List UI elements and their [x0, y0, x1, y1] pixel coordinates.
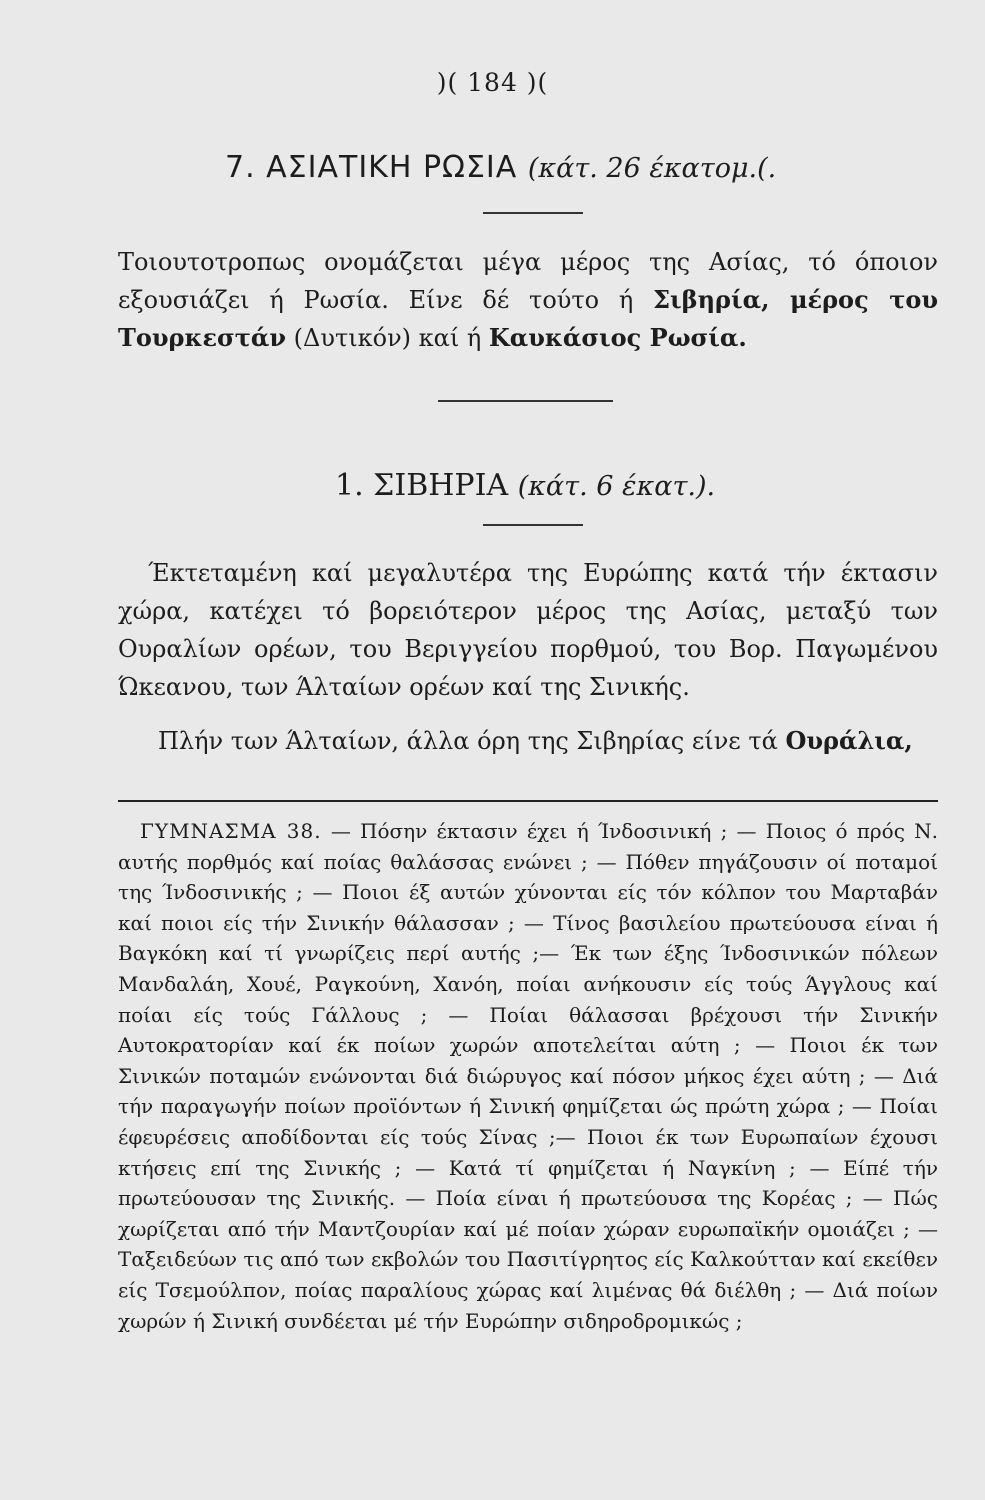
- intro-bold-2: Καυκάσιος Ρωσία.: [488, 323, 747, 352]
- intro-text-1: Τοιουτοτροπως ονομάζεται μέγα μέρος της Ασίας, τό όποιον εξουσιάζει ή Ρωσία. Είνε δέ τούτο ή: [118, 248, 938, 314]
- mountains-bold: Ουράλια,: [785, 726, 913, 755]
- intro-bold-1: Σιβηρία, μέρος του Τουρκεστάν: [118, 285, 939, 352]
- exercise-text: — Πόσην έκτασιν έχει ή Ίνδοσινική ; — Ποιος ό πρός Ν. αυτής πορθμός καί ποίας θαλάσσας ενώνει ; — Πόθεν πηγάζουσιν οί ποταμοί της Ίνδοσινικής ; — Ποιοι έξ αυτών χύνονται είς τόν κόλπον του Μαρταβάν καί ποιοι είς τήν Σινικήν θάλασσαν ; — Τίνος βασιλείου πρωτεύουσα είναι ή Βαγκόκη καί τί γνωρίζεις περί αυτής ;— Έκ των έξης Ίνδοσινικών πόλεων Μανδαλάη, Χουέ, Ραγκούνη, Χανόη, ποίαι ανήκουσιν είς τούς Άγγλους καί ποίαι είς τούς Γάλλους ; — Ποίαι θάλασσαι βρέχουσι τήν Σινικήν Αυτοκρατορίαν καί έκ ποίων χωρών αποτελείται αύτη ; — Ποιοι έκ των Σινικών ποταμών ενώνονται διά διώρυγος καί πόσον μήκος έχει αύτη ; — Διά τήν παραγωγήν ποίων προϊόντων ή Σινική φημίζεται ώς πρώτη χώρα ; — Ποίαι έφευρέσεις αποδίδονται είς τούς Σίνας ;— Ποιοι έκ των Ευρωπαίων έχουσι κτήσεις επί της Σινικής ; — Κατά τί φημίζεται ή Ναγκίνη ; — Είπέ τήν πρωτεύουσαν της Σινικής. — Ποία είναι ή πρωτεύουσα της Κορέας ; — Πώς χωρίζεται από τήν Μαντζουρίαν καί μέ ποίαν χώραν ευρωπαϊκήν ομοιάζει ; — Ταξειδεύων τις από των εκβολών του Πασιτίγρητος είς Καλκούτταν καί εκείθεν είς Τσεμούλπον, ποίας παραλίους χώρας καί λιμένας θά διέλθη ; — Διά ποίων χωρών ή Σινική συνδέεται μέ τήν Ευρώπην σιδηροδρομικώς ;: [118, 819, 939, 1333]
- section-divider-top: [438, 400, 613, 402]
- chapter-extent: (κάτ. 26 έκατομ.(.: [527, 153, 777, 184]
- intro-text-2: (Δυτικόν) καί ή: [286, 324, 489, 352]
- exercise-block: [118, 816, 938, 1336]
- section-heading: [335, 468, 835, 503]
- section-divider-bottom: [483, 524, 583, 526]
- section-title: 1. ΣΙΒΗΡΙΑ: [335, 468, 509, 503]
- chapter-title: 7. ΑΣΙΑΤΙΚΗ ΡΩΣΙΑ: [225, 150, 518, 185]
- chapter-divider: [483, 212, 583, 214]
- page-number: )( 184 )(: [436, 68, 549, 97]
- chapter-heading: [225, 150, 925, 185]
- intro-paragraph: [118, 243, 938, 357]
- mountains-text: Πλήν των Άλταίων, άλλα όρη της Σιβηρίας είνε τά: [158, 727, 786, 755]
- exercise-label: ΓΥΜΝΑΣΜΑ 38.: [140, 819, 322, 843]
- section-extent: (κάτ. 6 έκατ.).: [517, 471, 716, 502]
- footnote-divider: [118, 800, 938, 802]
- mountains-paragraph: [118, 722, 938, 760]
- siberia-paragraph: Έκτεταμένη καί μεγαλυτέρα της Ευρώπης κατά τήν έκτασιν χώρα, κατέχει τό βορειότερον μέρος της Ασίας, μεταξύ των Ουραλίων ορέων, του Βεριγγείου πορθμού, του Βορ. Παγωμένου Ώκεανου, των Άλταίων ορέων καί της Σινικής.: [118, 559, 938, 701]
